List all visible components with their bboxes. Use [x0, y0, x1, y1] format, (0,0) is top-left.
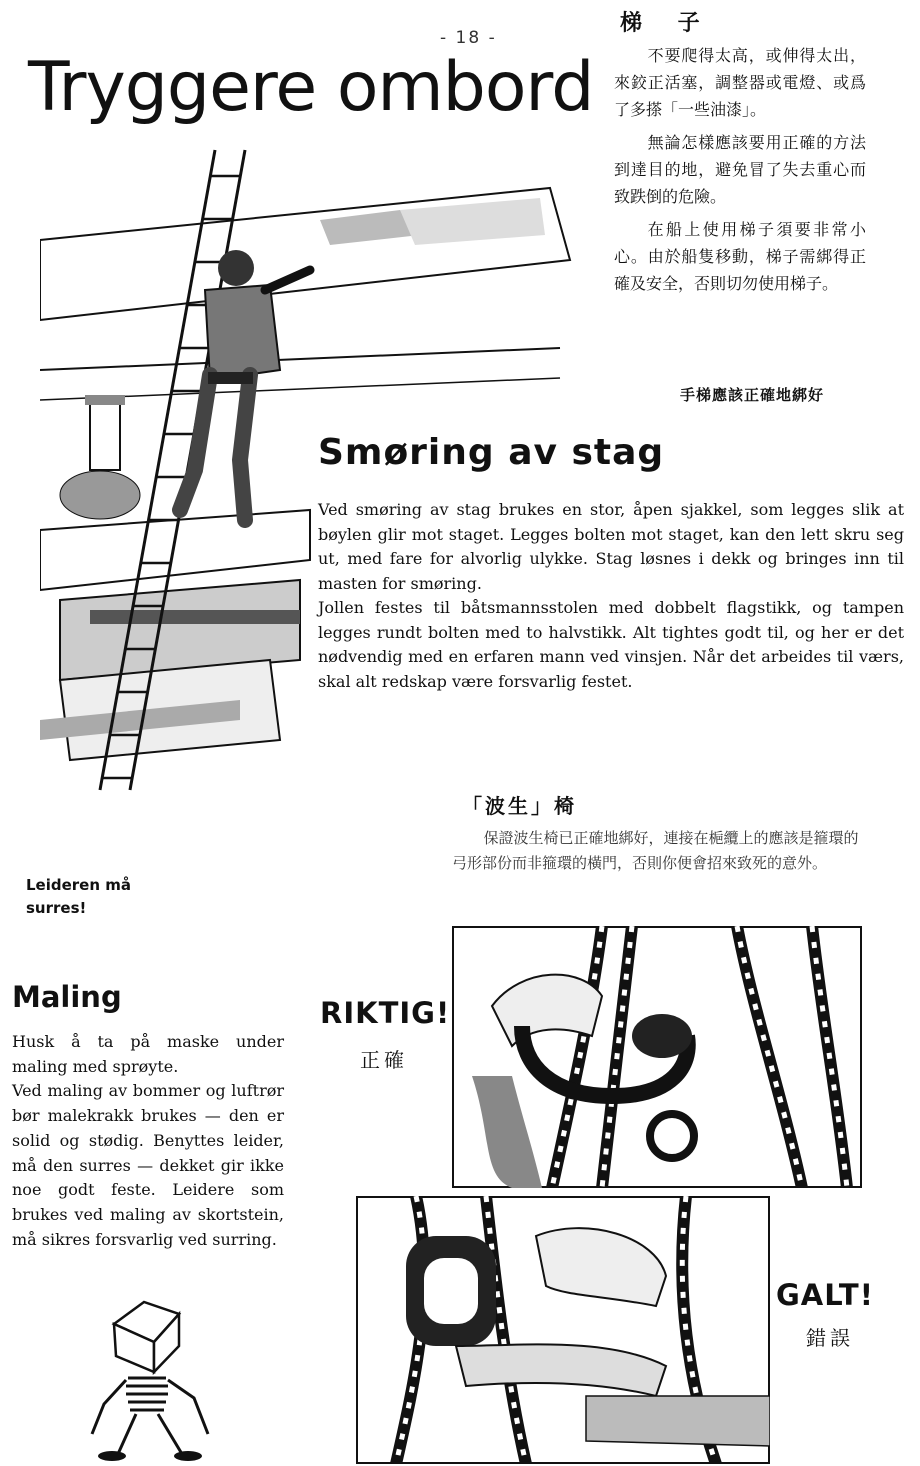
maling-paragraph: Husk å ta på maske under maling med sprøyte. — [12, 1032, 284, 1076]
bosun-cn-paragraph: 保證波生椅已正確地綁好，連接在梔纜上的應該是箍環的弓形部份而非箍環的橫門，否則你便會招來致死的意外。 — [452, 829, 859, 872]
stag-paragraph: Jollen festes til båtsmannsstolen med dobbelt flagstikk, og tampen legges rundt bolten med to halvstikk. Alt tightes godt til, og her er det nødvendig med en erfaren mann ved vinsjen. Når det arbeides til værs, skal alt redskap være forsvarlig festet. — [318, 598, 904, 691]
ladder-cn-paragraph: 在船上使用梯子須要非常小心。由於船隻移動，梯子需綁得正確及安全，否則切勿使用梯子。 — [614, 220, 866, 293]
bosun-cn-body — [452, 826, 860, 876]
galt-cn-label: 錯誤 — [806, 1326, 854, 1350]
bosun-cn-heading: 「波生」椅 — [462, 794, 577, 818]
ladder-cn-paragraph: 不要爬得太高，或伸得太出，來鉸正活塞，調整器或電燈、或爲了多搽「一些油漆」。 — [614, 46, 866, 119]
maling-paragraph: Ved maling av bommer og luftrør bør malekrakk brukes — den er solid og stødig. Benyttes leider, må den surres — dekket gir ikke noe godt feste. Leidere som brukes ved maling av skortstein, må sikres forsvarlig ved surring. — [12, 1081, 284, 1249]
ladder-caption: Leideren må surres! — [26, 876, 132, 917]
riktig-label: RIKTIG! — [320, 996, 451, 1030]
ladder-cn-body — [614, 42, 866, 303]
paint-bucket-mascot-illustration — [84, 1294, 224, 1462]
stag-body — [318, 498, 904, 694]
galt-label: GALT! — [776, 1278, 874, 1312]
correct-shackle-illustration — [452, 926, 862, 1188]
stag-title: Smøring av stag — [318, 432, 665, 473]
riktig-cn-label: 正確 — [360, 1048, 408, 1072]
page-title: Tryggere ombord — [28, 48, 594, 127]
maling-title: Maling — [12, 980, 122, 1014]
ladder-cn-caption: 手梯應該正確地綁好 — [680, 386, 825, 404]
ladder-cn-heading: 梯 子 — [620, 11, 714, 36]
ladder-cn-paragraph: 無論怎樣應該要用正確的方法到達目的地，避免冒了失去重心而致跌倒的危險。 — [614, 133, 866, 206]
wrong-shackle-illustration — [356, 1196, 770, 1464]
maling-body — [12, 1030, 284, 1252]
stag-paragraph: Ved smøring av stag brukes en stor, åpen sjakkel, som legges slik at bøylen glir mot staget. Legges bolten mot staget, kan den lett skru seg ut, med fare for alvorlig ulykke. Stag løsnes i dekk og bringes inn til masten for smøring. — [318, 500, 904, 593]
page-number: - 18 - — [440, 28, 497, 48]
